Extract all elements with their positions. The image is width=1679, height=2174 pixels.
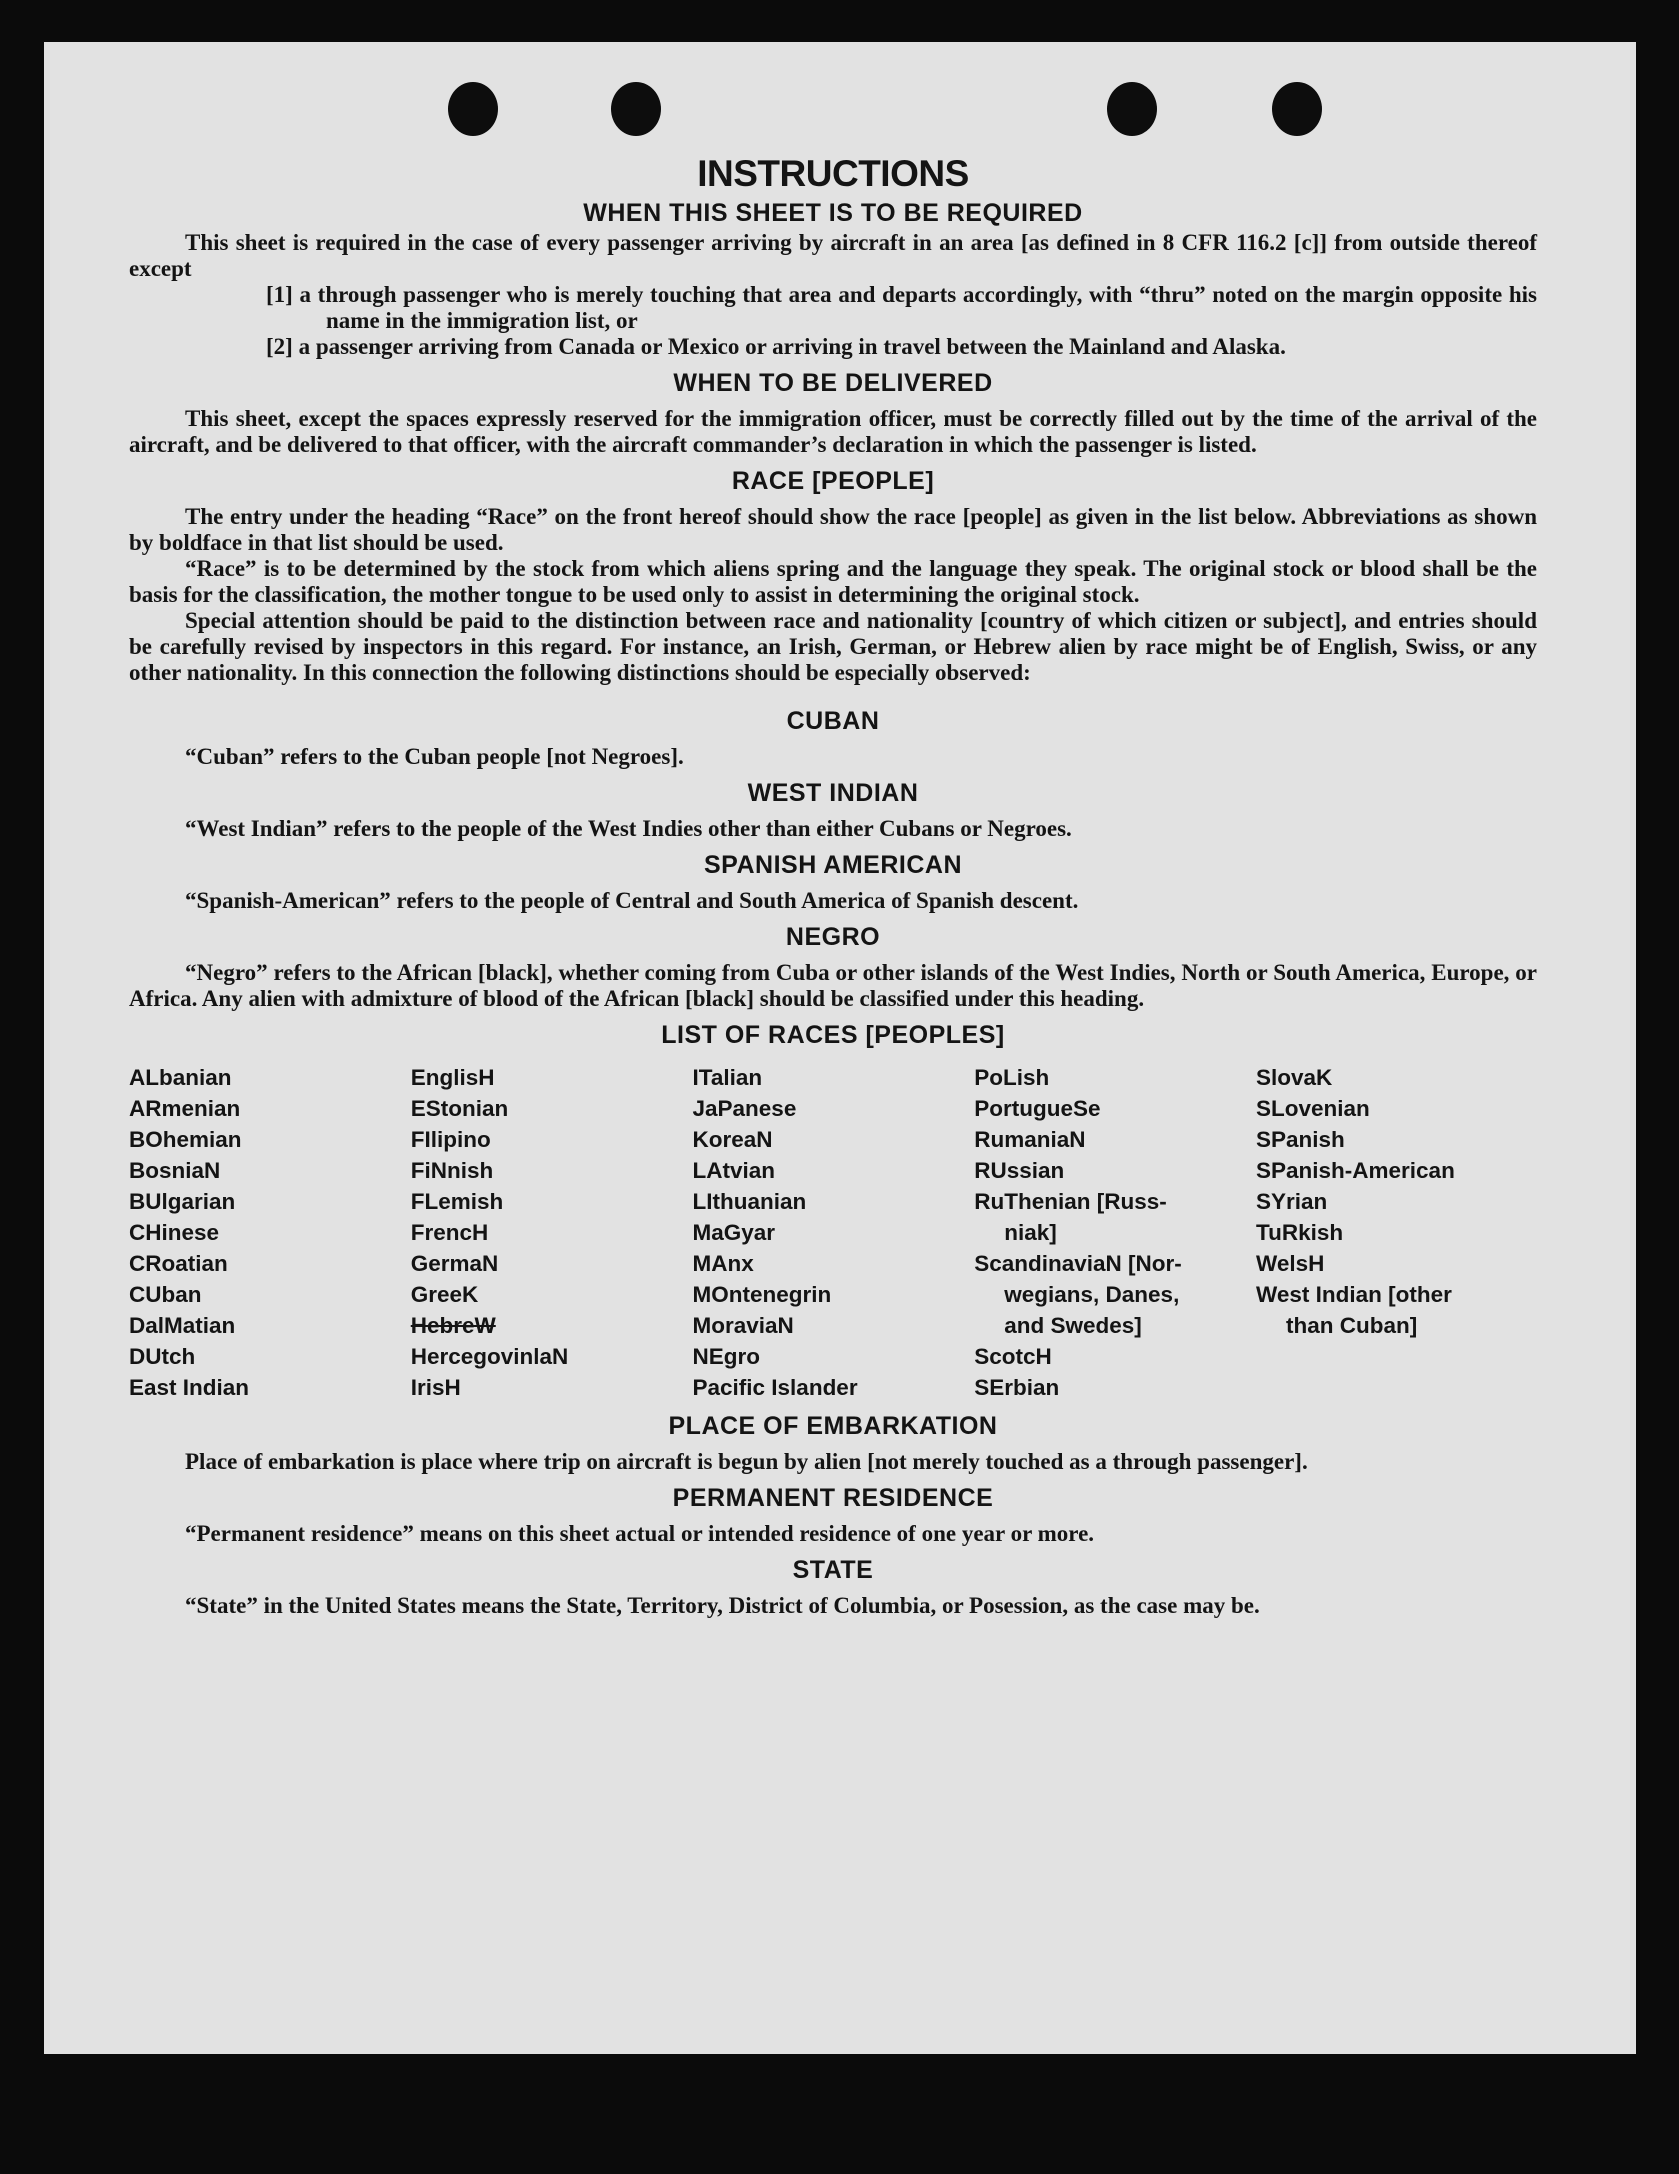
- races-column-1: [129, 1062, 410, 1403]
- page-title: INSTRUCTIONS: [697, 153, 969, 194]
- race-entry: RumaniaN: [974, 1127, 1086, 1152]
- race-entry-continued: than Cuban]: [1286, 1313, 1418, 1338]
- race-entry: HercegovinlaN: [410, 1344, 569, 1369]
- race-entry: BUlgarian: [129, 1189, 236, 1214]
- race-entry-struck: HebreW: [410, 1313, 496, 1338]
- race-entry: ALbanian: [129, 1065, 232, 1090]
- spanish-american-text: “Spanish-American” refers to the people of Central and South America of Spanish descent.: [185, 888, 1079, 913]
- race-entry: GermaN: [410, 1251, 499, 1276]
- race-entry: ScandinaviaN [Nor-: [974, 1251, 1182, 1276]
- race-entry: SErbian: [974, 1375, 1060, 1400]
- race-entry: CUban: [129, 1282, 202, 1307]
- race-entry: MOntenegrin: [692, 1282, 832, 1307]
- races-column-2: [411, 1062, 692, 1403]
- race-entry: BOhemian: [129, 1127, 242, 1152]
- race-entry-continued: wegians, Danes,: [1004, 1282, 1180, 1307]
- races-column-3: [693, 1062, 974, 1403]
- residence-text: “Permanent residence” means on this sheet actual or intended residence of one year or more.: [185, 1521, 1095, 1546]
- race-entry: PortugueSe: [974, 1096, 1101, 1121]
- race-entry: SLovenian: [1256, 1096, 1370, 1121]
- delivered-text: This sheet, except the spaces expressly reserved for the immigration officer, must be correctly filled out by the time of the arrival of the aircraft, and be delivered to that officer, with the aircraft commander’s declaration in which the passenger is listed.: [129, 406, 1537, 457]
- race-entry: RuThenian [Russ-: [974, 1189, 1167, 1214]
- race-entry: DalMatian: [129, 1313, 236, 1338]
- section-heading-embarkation: PLACE OF EMBARKATION: [668, 1412, 998, 1440]
- section-heading-delivered: WHEN TO BE DELIVERED: [673, 369, 993, 397]
- west-indian-text: “West Indian” refers to the people of the West Indies other than either Cubans or Negroes.: [185, 816, 1072, 841]
- races-column-5: [1256, 1062, 1537, 1403]
- required-item-1: [1] a through passenger who is merely touching that area and departs accordingly, with “thru” noted on the margin opposite his name in the immigration list, or: [266, 282, 1537, 333]
- document-page: [44, 42, 1636, 2054]
- race-entry: GreeK: [410, 1282, 479, 1307]
- race-entry: SYrian: [1256, 1189, 1328, 1214]
- race-entry: FLemish: [410, 1189, 504, 1214]
- punch-hole: [611, 82, 661, 136]
- instructions-content: [129, 152, 1537, 1619]
- race-entry: LAtvian: [692, 1158, 776, 1183]
- race-paragraph-3: Special attention should be paid to the distinction between race and nationality [country of which citizen or subject], and entries should be carefully revised by inspectors in this regard. For instance, an Irish, German, or Hebrew alien by race might be of English, Swiss, or any other nationality. In this connection the following distinctions should be especially observed:: [129, 608, 1537, 685]
- race-entry: CHinese: [129, 1220, 220, 1245]
- race-entry: FrencH: [410, 1220, 489, 1245]
- race-entry: SlovaK: [1256, 1065, 1333, 1090]
- punch-hole: [1107, 82, 1157, 136]
- race-entry: NEgro: [692, 1344, 760, 1369]
- state-text: “State” in the United States means the State, Territory, District of Columbia, or Posession, as the case may be.: [185, 1593, 1260, 1618]
- races-list: [129, 1062, 1537, 1403]
- race-entry: MoraviaN: [692, 1313, 794, 1338]
- section-heading-spanish-american: SPANISH AMERICAN: [703, 851, 962, 879]
- race-paragraph-1: The entry under the heading “Race” on the front hereof should show the race [people] as given in the list below. Abbreviations as shown by boldface in that list should be used.: [129, 504, 1537, 555]
- required-intro: This sheet is required in the case of every passenger arriving by aircraft in an area [as defined in 8 CFR 116.2 [c]] from outside thereof except: [129, 230, 1537, 281]
- races-column-4: [974, 1062, 1255, 1403]
- race-entry: East Indian: [129, 1375, 250, 1400]
- race-entry: CRoatian: [129, 1251, 228, 1276]
- required-item-2: [2] a passenger arriving from Canada or Mexico or arriving in travel between the Mainland and Alaska.: [266, 334, 1286, 359]
- section-heading-races-list: LIST OF RACES [PEOPLES]: [661, 1021, 1005, 1049]
- race-entry: EStonian: [410, 1096, 509, 1121]
- race-entry: RUssian: [974, 1158, 1065, 1183]
- section-heading-required: WHEN THIS SHEET IS TO BE REQUIRED: [583, 199, 1083, 227]
- punch-hole: [448, 82, 498, 136]
- cuban-text: “Cuban” refers to the Cuban people [not Negroes].: [185, 744, 684, 769]
- section-heading-state: STATE: [792, 1556, 874, 1584]
- race-entry: SPanish: [1256, 1127, 1345, 1152]
- race-entry: ARmenian: [129, 1096, 241, 1121]
- race-entry: IrisH: [410, 1375, 461, 1400]
- race-entry: FiNnish: [410, 1158, 494, 1183]
- race-entry: MaGyar: [692, 1220, 776, 1245]
- race-entry: DUtch: [129, 1344, 196, 1369]
- section-heading-west-indian: WEST INDIAN: [747, 779, 919, 807]
- section-heading-race: RACE [PEOPLE]: [731, 467, 935, 495]
- race-entry: FIlipino: [410, 1127, 491, 1152]
- negro-text: “Negro” refers to the African [black], whether coming from Cuba or other islands of the West Indies, North or South America, Europe, or Africa. Any alien with admixture of blood of the African [black] should be classified under this heading.: [129, 960, 1537, 1011]
- race-entry: ITalian: [692, 1065, 763, 1090]
- section-heading-residence: PERMANENT RESIDENCE: [672, 1484, 994, 1512]
- race-entry: EnglisH: [410, 1065, 495, 1090]
- race-entry: PoLish: [974, 1065, 1050, 1090]
- race-entry-continued: and Swedes]: [1004, 1313, 1142, 1338]
- race-entry: West Indian [other: [1256, 1282, 1452, 1307]
- race-entry: MAnx: [692, 1251, 754, 1276]
- section-heading-cuban: CUBAN: [786, 707, 880, 735]
- race-entry: TuRkish: [1256, 1220, 1344, 1245]
- punch-hole: [1272, 82, 1322, 136]
- race-entry: WelsH: [1256, 1251, 1325, 1276]
- section-heading-negro: NEGRO: [785, 923, 881, 951]
- race-paragraph-2: “Race” is to be determined by the stock from which aliens spring and the language they speak. The original stock or blood shall be the basis for the classification, the mother tongue to be used only to assist in determining the original stock.: [129, 556, 1537, 607]
- race-entry: SPanish-American: [1256, 1158, 1455, 1183]
- race-entry-continued: niak]: [1004, 1220, 1057, 1245]
- race-entry: LIthuanian: [692, 1189, 807, 1214]
- race-entry: JaPanese: [692, 1096, 797, 1121]
- embarkation-text: Place of embarkation is place where trip on aircraft is begun by alien [not merely touched as a through passenger].: [185, 1449, 1308, 1474]
- race-entry: Pacific Islander: [692, 1375, 858, 1400]
- race-entry: KoreaN: [692, 1127, 773, 1152]
- race-entry: ScotcH: [974, 1344, 1052, 1369]
- race-entry: BosniaN: [129, 1158, 221, 1183]
